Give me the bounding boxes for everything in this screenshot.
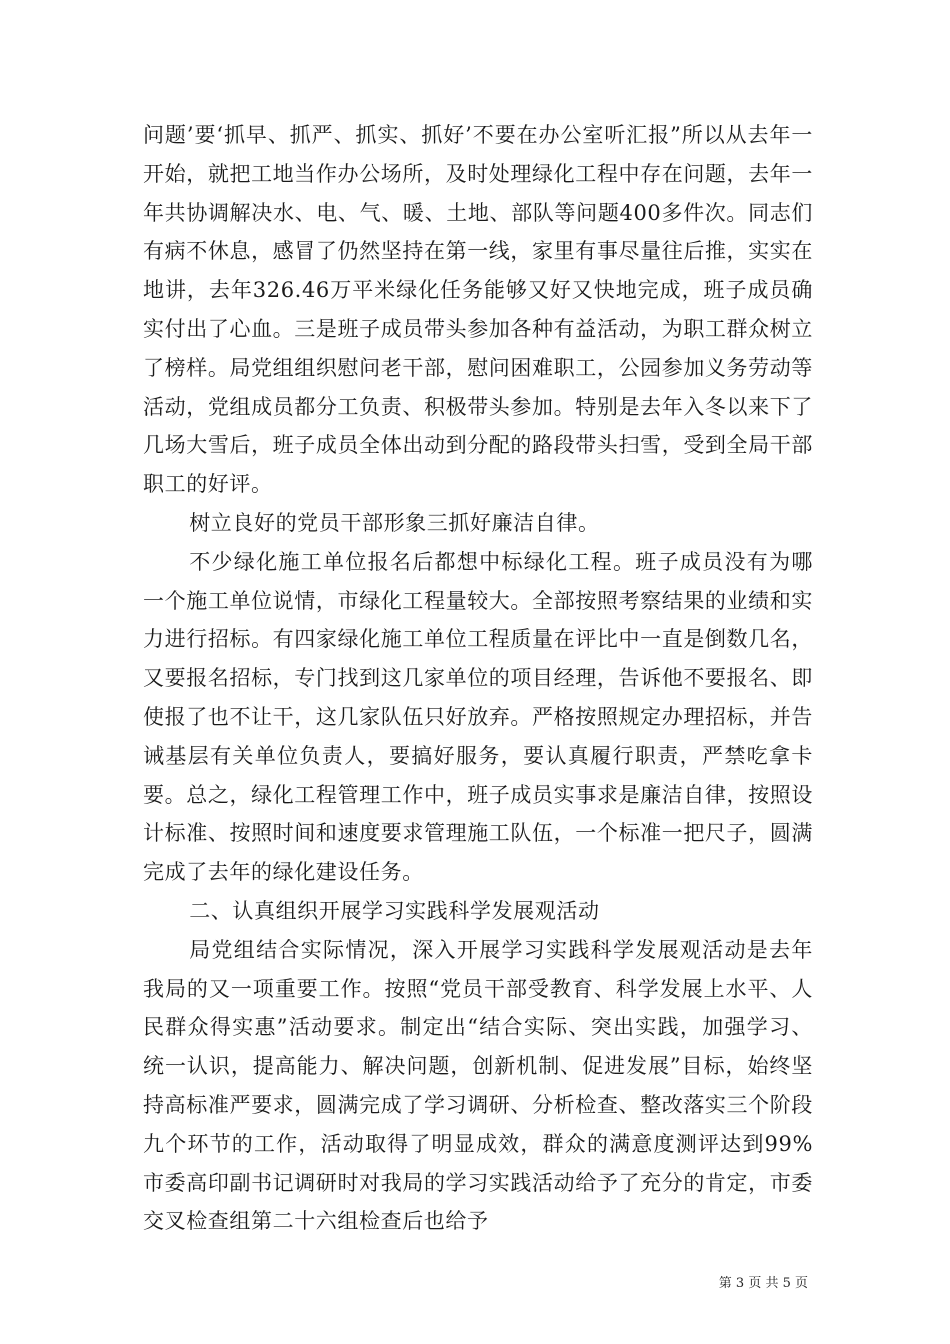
paragraph-1: 问题’要‘抓早、抓严、抓实、抓好’不要在办公室听汇报”所以从去年一开始，就把工地当作办公场所，及时处理绿化工程中存在问题，去年一年共协调解决水、电、气、暖、土地、部队等问题400多件次。同志们有病不休息，感冒了仍然坚持在第一线，家里有事尽量往后推，实实在地讲，去年326.46万平米绿化任务能够又好又快地完成，班子成员确实付出了心血。三是班子成员带头参加各种有益活动，为职工群众树立了榜样。局党组组织慰问老干部，慰问困难职工，公园参加义务劳动等活动，党组成员都分工负责、积极带头参加。特别是去年入冬以来下了几场大雪后，班子成员全体出动到分配的路段带头扫雪，受到全局干部职工的好评。	[143, 123, 813, 497]
section-heading: 二、认真组织开展学习实践科学发展观活动	[189, 898, 600, 923]
paragraph-3: 不少绿化施工单位报名后都想中标绿化工程。班子成员没有为哪一个施工单位说情，市绿化工程量较大。全部按照考察结果的业绩和实力进行招标。有四家绿化施工单位工程质量在评比中一直是倒数几名，又要报名招标，专门找到这几家单位的项目经理，告诉他不要报名、即使报了也不让干，这几家队伍只好放弃。严格按照规定办理招标，并告诫基层有关单位负责人，要搞好服务，要认真履行职责，严禁吃拿卡要。总之，绿化工程管理工作中，班子成员实事求是廉洁自律，按照设计标准、按照时间和速度要求管理施工队伍，一个标准一把尺子，圆满完成了去年的绿化建设任务。	[143, 549, 813, 885]
page-number-footer: 第 3 页 共 5 页	[718, 1276, 808, 1291]
document-body	[143, 116, 813, 1241]
paragraph-2: 树立良好的党员干部形象三抓好廉洁自律。	[189, 510, 600, 535]
paragraph-5: 局党组结合实际情况，深入开展学习实践科学发展观活动是去年我局的又一项重要工作。按照“党员干部受教育、科学发展上水平、人民群众得实惠”活动要求。制定出“结合实际、突出实践，加强学习、统一认识，提高能力、解决问题，创新机制、促进发展”目标，始终坚持高标准严要求，圆满完成了学习调研、分析检查、整改落实三个阶段九个环节的工作，活动取得了明显成效，群众的满意度测评达到99%市委高印副书记调研时对我局的学习实践活动给予了充分的肯定，市委交叉检查组第二十六组检查后也给予	[143, 937, 813, 1234]
